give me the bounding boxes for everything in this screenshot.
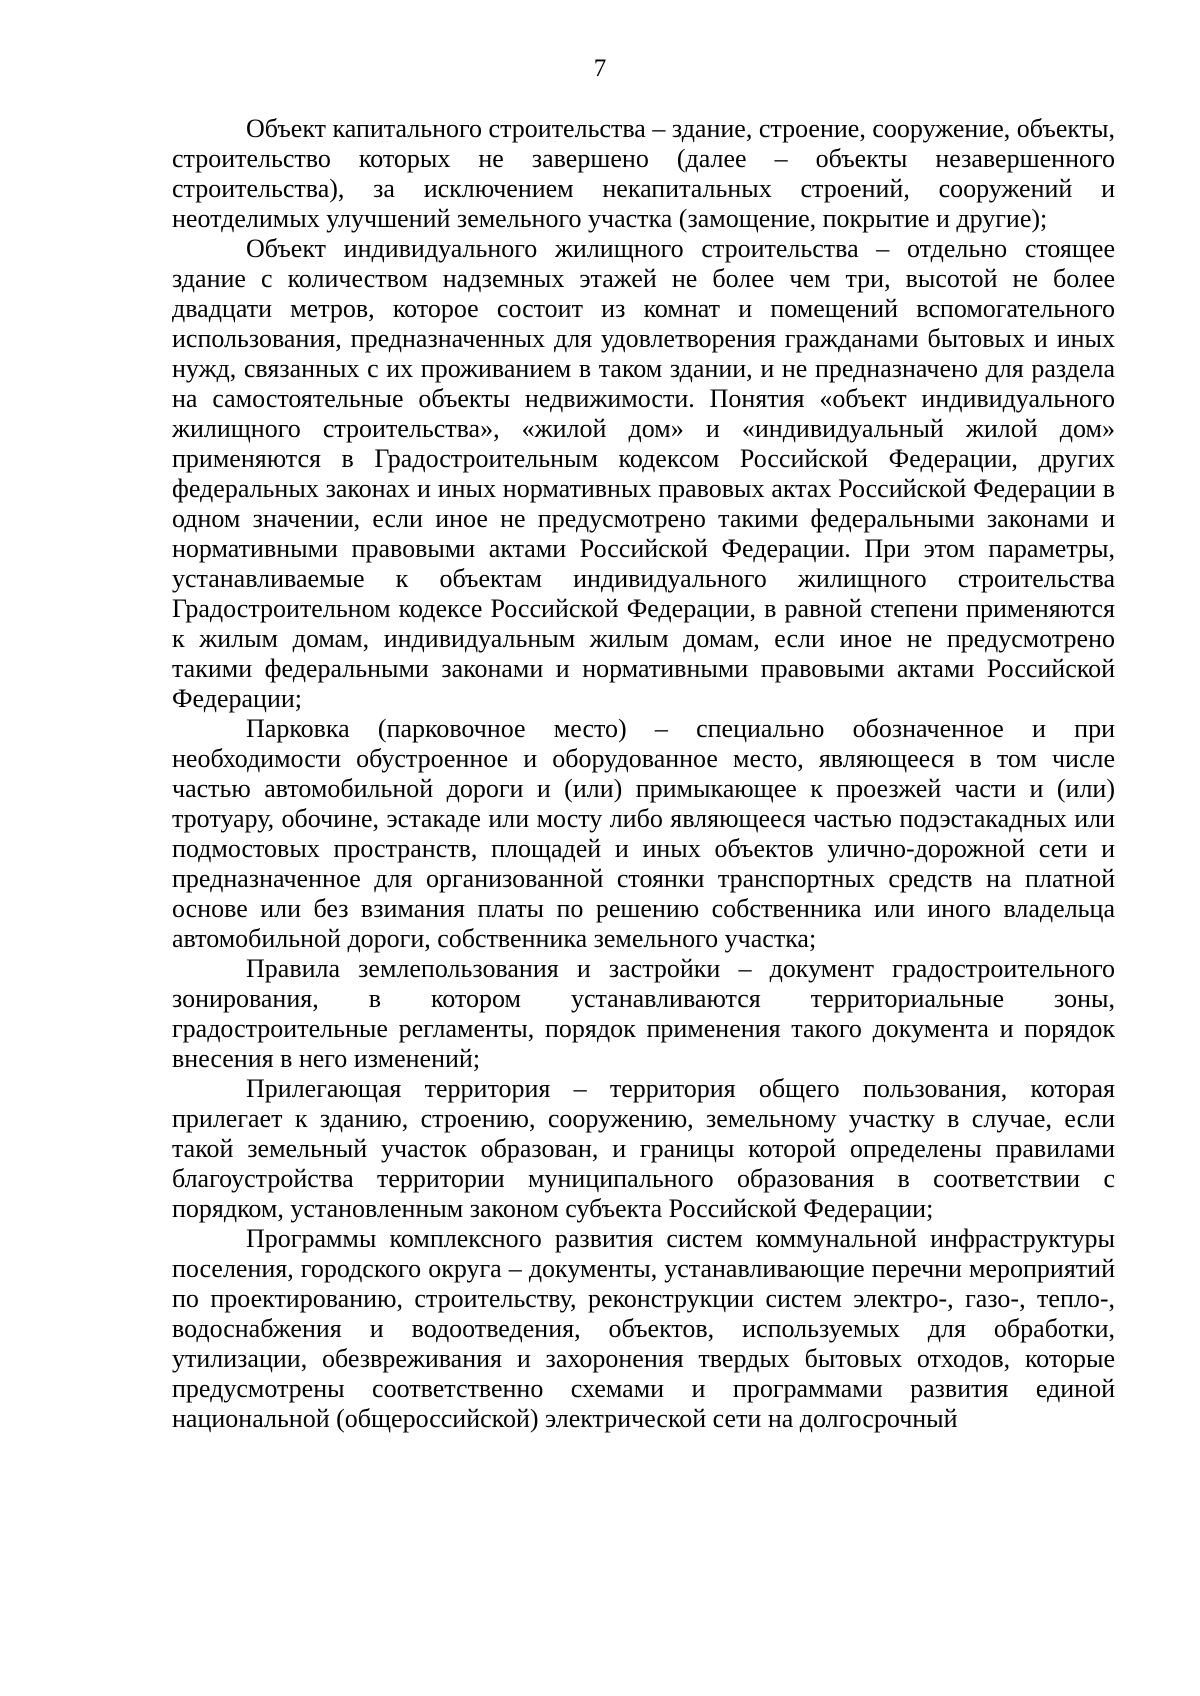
paragraph-utility-programs: Программы комплексного развития систем коммунальной инфраструктуры поселения, городского округа – документы, устанавливающие перечни мероприятий по проектированию, строительству, реконструкции систем электро-, газо-, тепло-, водоснабжения и водоотведения, объектов, используемых для обработки, утилизации, обезвреживания и захоронения твердых бытовых отходов, которые предусмотрены соответственно схемами и программами развития единой национальной (общероссийской) электрической сети на долгосрочный: [172, 1224, 1115, 1433]
paragraph-land-use-rules: Правила землепользования и застройки – документ градостроительного зонирования, в котором устанавливаются территориальные зоны, градостроительные регламенты, порядок применения такого документа и порядок внесения в него изменений;: [172, 954, 1115, 1073]
paragraph-adjacent-territory: Прилегающая территория – территория общего пользования, которая прилегает к зданию, строению, сооружению, земельному участку в случае, если такой земельный участок образован, и границы которой определены правилами благоустройства территории муниципального образования в соответствии с порядком, установленным законом субъекта Российской Федерации;: [172, 1074, 1115, 1223]
document-body: [172, 114, 1115, 1434]
page-number: 7: [593, 55, 607, 82]
paragraph-parking: Парковка (парковочное место) – специально обозначенное и при необходимости обустроенное и оборудованное место, являющееся в том числе частью автомобильной дороги и (или) примыкающее к проезжей части и (или) тротуару, обочине, эстакаде или мосту либо являющееся частью подэстакадных или подмостовых пространств, площадей и иных объектов улично-дорожной сети и предназначенное для организованной стоянки транспортных средств на платной основе или без взимания платы по решению собственника или иного владельца автомобильной дороги, собственника земельного участка;: [172, 714, 1115, 953]
paragraph-individual-housing: Объект индивидуального жилищного строительства – отдельно стоящее здание с количеством надземных этажей не более чем три, высотой не более двадцати метров, которое состоит из комнат и помещений вспомогательного использования, предназначенных для удовлетворения гражданами бытовых и иных нужд, связанных с их проживанием в таком здании, и не предназначено для раздела на самостоятельные объекты недвижимости. Понятия «объект индивидуального жилищного строительства», «жилой дом» и «индивидуальный жилой дом» применяются в Градостроительным кодексом Российской Федерации, других федеральных законах и иных нормативных правовых актах Российской Федерации в одном значении, если иное не предусмотрено такими федеральными законами и нормативными правовыми актами Российской Федерации. При этом параметры, устанавливаемые к объектам индивидуального жилищного строительства Градостроительном кодексе Российской Федерации, в равной степени применяются к жилым домам, индивидуальным жилым домам, если иное не предусмотрено такими федеральными законами и нормативными правовыми актами Российской Федерации;: [172, 234, 1115, 713]
paragraph-capital-construction: Объект капитального строительства – здание, строение, сооружение, объекты, строительство которых не завершено (далее – объекты незавершенного строительства), за исключением некапитальных строений, сооружений и неотделимых улучшений земельного участка (замощение, покрытие и другие);: [172, 114, 1115, 233]
